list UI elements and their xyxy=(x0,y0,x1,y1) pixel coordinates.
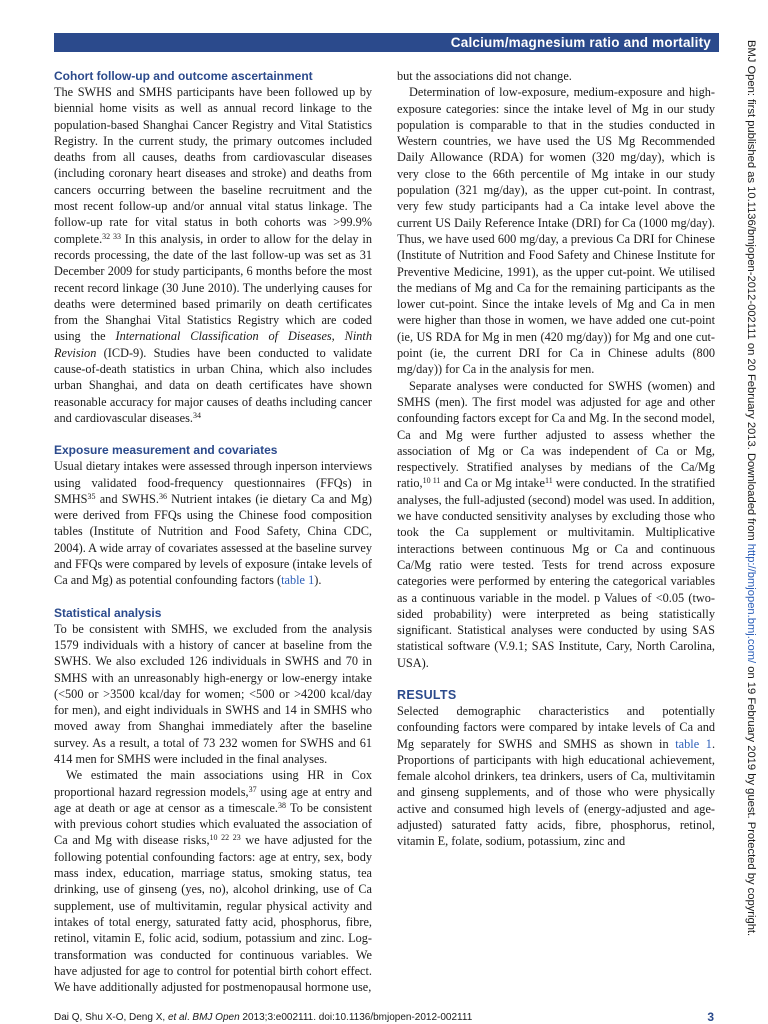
heading-cohort-followup: Cohort follow-up and outcome ascertainment xyxy=(54,69,313,83)
citation-ref[interactable]: 36 xyxy=(158,491,167,501)
left-column xyxy=(54,68,372,995)
citation-ref[interactable]: 10 22 23 xyxy=(209,833,241,843)
footer-citation: Dai Q, Shu X-O, Deng X, et al. BMJ Open 2013;3:e002111. doi:10.1136/bmjopen-2012-002111 xyxy=(54,1012,473,1023)
table-1-link[interactable]: table 1 xyxy=(675,736,712,751)
citation-ref[interactable]: 10 11 xyxy=(422,476,441,486)
paragraph-exposure-categories: Determination of low-exposure, medium-exposure and high-exposure categories: since the intake level of Mg in our study population is comparable to that in the studies conducted in Western countries, we have used the US Mg Recommended Daily Allowance (RDA) for women (320 mg/day), which is very close to the 66th percentile of Mg intake in our study population (321 mg/day), as the upper cut-point. In contrast, very few study participants had a Ca intake level above the current US Daily Reference Intake (DRI) for Ca (1000 mg/day). Thus, we have used 600 mg/day, a previous Ca DRI for Chinese (Institute of Nutrition and Food Safety and Chinese Institute for Preventive Medicine, 1991), as the upper cut-point. We utilised the medians of Mg and Ca for the remaining participants as the lower cut-point. Since the intake levels of Mg and Ca in men were higher than those in women, we have added one cut-point (ie, US RDA for Mg in men (420 mg/day)) for Mg and one cut-point (ie, the current DRI for Ca in Chinese adults (800 mg/day)) for Ca in the analysis for men. xyxy=(397,85,715,377)
heading-results: RESULTS xyxy=(397,687,457,702)
page-number: 3 xyxy=(707,1010,714,1024)
running-header-bar xyxy=(54,33,719,52)
paragraph-cox-model-part2: but the associations did not change. xyxy=(397,69,572,83)
citation-ref[interactable]: 38 xyxy=(277,800,286,810)
paragraph-exclusions: To be consistent with SMHS, we excluded from the analysis 1579 individuals with a history of cancer at baseline from the SWHS. We also excluded 126 individuals in SWHS and 70 in SMHS with an unreasonably high-energy or low-energy intake (<500 or >3500 kcal/day for women; <500 or >4200 kcal/day for men), and eight individuals in SWHS and 14 in SMHS who moved away from Shanghai immediately after the baseline survey. As a result, a total of 73 232 women for SWHS and 61 414 men for SMHS were included in the final analyses. xyxy=(54,621,372,766)
vertical-copyright-note: BMJ Open: first published as 10.1136/bmjopen-2012-002111 on 20 February 2013. Downloaded from http://bmjopen.bmj.com/ on 19 February 2019 by guest. Protected by copyright. xyxy=(745,40,757,937)
table-1-link[interactable]: table 1 xyxy=(281,573,315,588)
citation-ref[interactable]: 11 xyxy=(545,476,553,486)
paragraph-followup: The SWHS and SMHS participants have been followed up by biennial home visits as well as annual record linkage to the population-based Shanghai Cancer Registry and Vital Statistics Registry. In the current study, the primary outcomes included deaths from all causes, deaths from cardiovascular diseases (including coronary heart diseases and stroke) and deaths from cancers occurring between the baseline recruitment and the most recent follow-up and/or annual vital status linkage. The follow-up rate for vital status in both cohorts was >99.9% complete.$^{32 33}$ In this analysis, in order to allow for the delay in records processing, the date of the last follow-up was set as 31 December 2009 for study participants, 6 months before the most recent record linkage (30 June 2010). The underlying causes for deaths were determined based primarily on death certificates from the Shanghai Vital Statistics Registry which are coded using the International Classification of Diseases, Ninth Revision (ICD-9). Studies have been conducted to validate cause-of-death statistics in urban China, which also includes urban Shanghai, and data on death certificates have shown reasonable accuracy for major causes of deaths including cancer and cardiovascular diseases.$^{34}$ xyxy=(54,85,372,425)
paragraph-results: Selected demographic characteristics and potentially confounding factors were compared by intake levels of Ca and Mg separately for SWHS and SMHS as shown in table 1. Proportions of participants with high educational achievement, female alcohol drinkers, tea drinkers, users of Ca, multivitamin and ginseng supplements, and of those who were physically active and consumed high levels of (energy-adjusted and age-adjusted) saturated fatty acids, fibre, phosphorus, retinol, vitamin E, folate, sodium, potassium, zinc and xyxy=(397,703,716,849)
citation-ref[interactable]: 34 xyxy=(192,410,201,420)
citation-ref[interactable]: 32 33 xyxy=(102,231,121,241)
paragraph-exposure: Usual dietary intakes were assessed through inperson interviews using validated food-frequency questionnaires (FFQs) in SMHS$^{35}$ and SWHS.$^{36}$ Nutrient intakes (ie dietary Ca and Mg) were derived from FFQs using the Chinese food composition tables (Institute of Nutrition and Food Safety, China CDC, 2004). A wide array of covariates assessed at the baseline survey and FFQs were compared by levels of exposure (intake levels of Ca and Mg) as potential confounding factors (table 1). xyxy=(54,459,372,588)
running-header-title: Calcium/magnesium ratio and mortality xyxy=(450,35,711,50)
citation-ref[interactable]: 37 xyxy=(248,784,257,794)
bmjopen-link[interactable]: http://bmjopen.bmj.com/ xyxy=(745,543,757,664)
heading-statistical-analysis: Statistical analysis xyxy=(54,605,162,620)
paragraph-cox-model-part1: We estimated the main associations using HR in Cox proportional hazard regression models,$^{37}$ using age at entry and age at death or age at censor as a timescale.$^{38}$ To be consistent with previous cohort studies which evaluated the association of Ca and Mg with disease risks,$^{10 22 23}$ we have adjusted for the following potential confounding factors: age at entry, sex, body mass index, education, marriage status, smoking status, tea drinking, use of ginseng (yes, no), alcohol drinking, use of Ca supplement, use of multivitamin, regular physical activity and intakes of total energy, saturated fatty acid, phosphorus, fibre, retinol, vitamin E, folic acid, sodium, potassium and zinc. Log-transformation was conducted for continuous variables. We have adjusted for age to control for potential birth cohort effect. We have additionally adjusted for postmenopausal hormone use, xyxy=(54,768,373,995)
right-column xyxy=(397,68,715,850)
paragraph-separate-analyses: Separate analyses were conducted for SWHS (women) and SMHS (men). The first model was adjusted for age and other confounding factors except for Ca and Mg. In the second model, Ca and Mg were further adjusted to assess whether the association of Mg or Ca was independent of Ca or Mg, respectively. Stratified analyses by medians of the Ca/Mg ratio,$^{10 11}$ and Ca or Mg intake$^{11}$ were conducted. In the stratified analyses, the full-adjusted (second) model was used. In addition, we have conducted sensitivity analyses by excluding those who took the Ca supplement or multivitamin. Multiplicative interactions between continuous Mg or Ca and continuous Ca/Mg ratio were tested. Tests for trend across exposure categories were performed by entering the categorical variables as a continuous variable in the model. p Values of <0.05 (two-sided probability) were interpreted as being statistically significant. Statistical analyses were conducted by using SAS statistical software (V.9.1; SAS Institute, Cary, North Carolina, USA). xyxy=(397,378,716,670)
citation-ref[interactable]: 35 xyxy=(87,491,96,501)
heading-exposure: Exposure measurement and covariates xyxy=(54,443,278,458)
